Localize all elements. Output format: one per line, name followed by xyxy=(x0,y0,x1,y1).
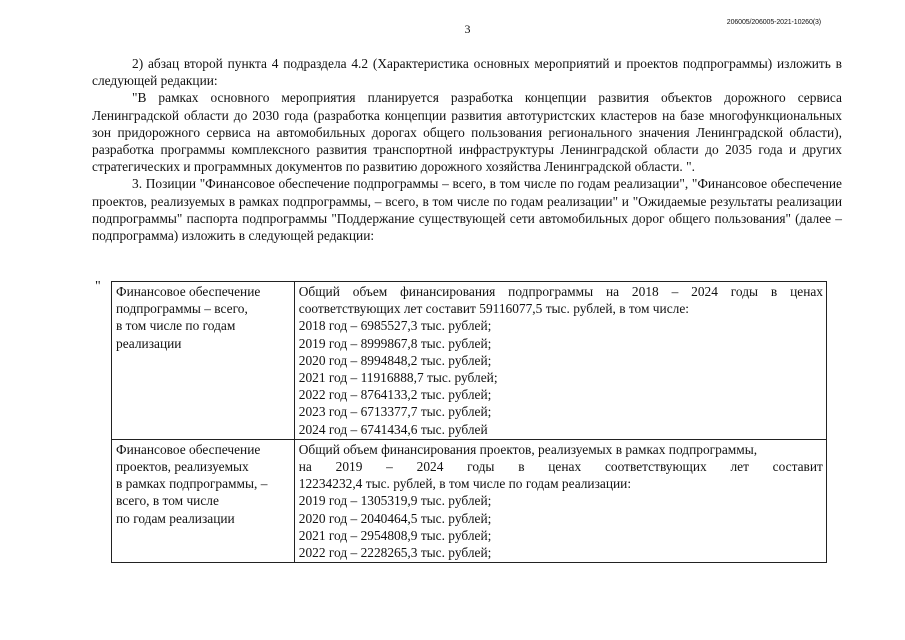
row2-intro-word: – xyxy=(386,459,393,475)
row1-label-cell xyxy=(112,282,295,440)
row1-label-line: в том числе по годам xyxy=(116,318,236,334)
row2-intro-line: Общий объем финансирования проектов, реализуемых в рамках подпрограммы, xyxy=(298,441,758,457)
row2-intro-word: 2024 xyxy=(416,459,444,475)
row2-label-line: в рамках подпрограммы, – xyxy=(116,476,268,492)
row1-year-item: 2022 год – 8764133,2 тыс. рублей; xyxy=(298,387,492,403)
row1-label-line: подпрограммы – всего, xyxy=(116,301,248,317)
row1-year-item: 2018 год – 6985527,3 тыс. рублей; xyxy=(298,318,492,334)
row2-year-item: 2019 год – 1305319,9 тыс. рублей; xyxy=(298,493,492,509)
paragraph-quoted-text: "В рамках основного мероприятия планируется разработка концепции развития объектов дорожного сервиса Ленинградской области до 2030 года (разработка концепции развития автотуристских кластеров на базе многофункциональных зон придорожного сервиса на автомобильных дорогах общего пользования регионального значения Ленинградской области), разработка программы комплексного развития транспортной инфраструктуры Ленинградской области до 2035 года и других стратегических и программных документов по развитию дорожного хозяйства Ленинградской области. ". xyxy=(92,90,842,175)
row1-content-cell xyxy=(294,282,826,440)
row2-label-line: Финансовое обеспечение xyxy=(116,441,261,457)
row2-year-item: 2022 год – 2228265,3 тыс. рублей; xyxy=(298,545,492,561)
table-row xyxy=(112,439,827,562)
row1-year-item: 2021 год – 11916888,7 тыс. рублей; xyxy=(298,370,498,386)
row2-intro-word: годы xyxy=(467,459,495,475)
row2-intro-spread-line xyxy=(299,458,823,475)
finance-table xyxy=(111,281,827,563)
document-body xyxy=(92,55,842,244)
row1-year-item: 2023 год – 6713377,7 тыс. рублей; xyxy=(298,404,492,420)
row1-year-item: 2024 год – 6741434,6 тыс. рублей xyxy=(298,421,488,437)
row2-label-line: проектов, реализуемых xyxy=(116,459,249,475)
document-code: 206005/206005-2021-10260(3) xyxy=(726,19,821,26)
row2-intro-word: ценах xyxy=(548,459,582,475)
paragraph-amendment-2: 2) абзац второй пункта 4 подраздела 4.2 (Характеристика основных мероприятий и проектов подпрограммы) изложить в следующей редакции: xyxy=(92,56,842,89)
row2-intro-word: на xyxy=(298,459,312,475)
row2-intro-word: составит xyxy=(772,459,823,475)
row1-label-line: реализации xyxy=(116,335,182,351)
row2-year-item: 2020 год – 2040464,5 тыс. рублей; xyxy=(298,510,492,526)
row2-intro-line: 12234232,4 тыс. рублей, в том числе по годам реализации: xyxy=(298,476,632,492)
page-number: 3 xyxy=(464,22,471,36)
row2-year-item: 2021 год – 2954808,9 тыс. рублей; xyxy=(298,527,492,543)
row1-intro: Общий объем финансирования подпрограммы на 2018 – 2024 годы в ценах соответствующих лет составит 59116077,5 тыс. рублей, в том числе: xyxy=(298,284,823,317)
row2-label-line: всего, в том числе xyxy=(116,493,219,509)
opening-quote-mark: " xyxy=(95,279,101,294)
row1-year-item: 2019 год – 8999867,8 тыс. рублей; xyxy=(298,335,492,351)
row2-intro-word: соответствующих xyxy=(604,459,707,475)
row2-label-cell xyxy=(112,439,295,562)
row2-content-cell xyxy=(294,439,826,562)
row2-intro-word: в xyxy=(518,459,525,475)
row2-intro-word: 2019 xyxy=(335,459,363,475)
table-row xyxy=(112,282,827,440)
row1-year-item: 2020 год – 8994848,2 тыс. рублей; xyxy=(298,352,492,368)
row2-label-line: по годам реализации xyxy=(116,510,235,526)
row2-intro-word: лет xyxy=(730,459,749,475)
row1-label-line: Финансовое обеспечение xyxy=(116,284,261,299)
paragraph-amendment-3: 3. Позиции "Финансовое обеспечение подпрограммы – всего, в том числе по годам реализации", "Финансовое обеспечение проектов, реализуемых в рамках подпрограммы, – всего, в том числе по годам реализации" и "Ожидаемые результаты реализации подпрограммы" паспорта подпрограммы "Поддержание существующей сети автомобильных дорог общего пользования" (далее – подпрограмма) изложить в следующей редакции: xyxy=(92,176,842,244)
